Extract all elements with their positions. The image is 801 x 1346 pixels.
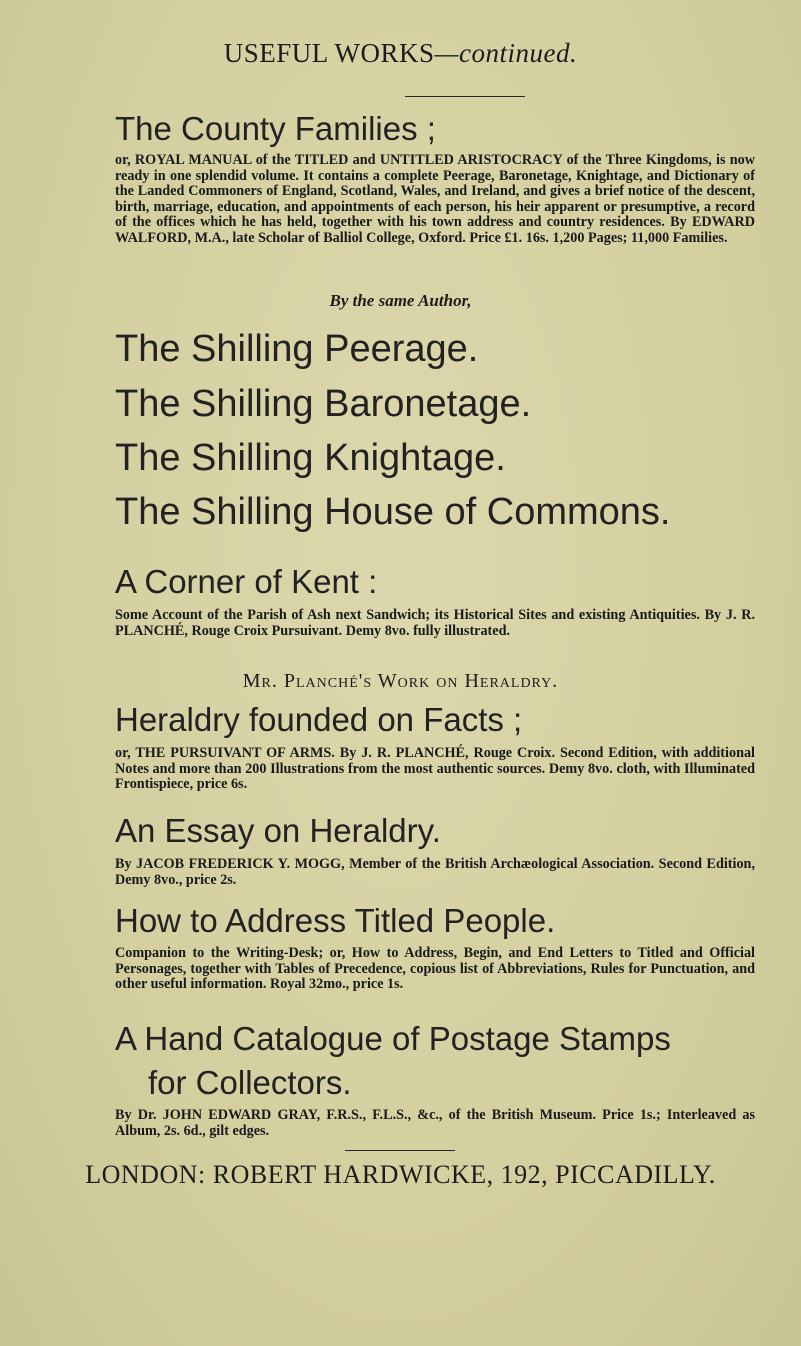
desc-county-families: or, ROYAL MANUAL of the TITLED and UNTITLED ARISTOCRACY of the Three Kingdoms, is now ready in one splendid volume. It contains a complete Peerage, Baronetage, Knightage, and Dictionary of the Landed Commoners of England, Scotland, Wales, and Ireland, and gives a brief notice of the descent, birth, marriage, education, and appointments of each person, his heir apparent or presumptive, a record of the offices which he has held, together with his town address and country residences. By EDWARD WALFORD, M.A., late Scholar of Balliol College, Oxford. Price £1. 16s. 1,200 Pages; 11,000 Families. [115, 152, 755, 246]
title-corner-of-kent: A Corner of Kent : [115, 563, 378, 600]
title-hand-catalogue-line1: A Hand Catalogue of Postage Stamps [115, 1020, 671, 1057]
byline-same-author: By the same Author, [329, 291, 472, 310]
section-heading-heraldry: Mr. Planché's Work on Heraldry. [242, 670, 559, 692]
header-continued: —continued. [434, 38, 578, 68]
desc-hand-catalogue: By Dr. JOHN EDWARD GRAY, F.R.S., F.L.S., &c., of the British Museum. Price 1s.; Interleaved as Album, 2s. 6d., gilt edges. [115, 1107, 755, 1139]
title-shilling-peerage: The Shilling Peerage. [115, 328, 479, 370]
header-title: USEFUL WORKS [223, 38, 435, 68]
desc-essay-on-heraldry: By JACOB FREDERICK Y. MOGG, Member of the British Archæological Association. Second Edition, Demy 8vo., price 2s. [115, 856, 755, 888]
title-essay-on-heraldry: An Essay on Heraldry. [115, 812, 441, 849]
header-rule [405, 96, 525, 97]
publisher-imprint: LONDON: ROBERT HARDWICKE, 192, PICCADILLY. [85, 1160, 716, 1189]
title-shilling-house-of-commons: The Shilling House of Commons. [115, 491, 671, 533]
title-hand-catalogue-line2: for Collectors. [148, 1064, 352, 1101]
title-heraldry-founded-on-facts: Heraldry founded on Facts ; [115, 701, 523, 738]
title-shilling-baronetage: The Shilling Baronetage. [115, 383, 532, 425]
page-header [0, 38, 801, 69]
desc-heraldry-founded-on-facts: or, THE PURSUIVANT OF ARMS. By J. R. PLANCHÉ, Rouge Croix. Second Edition, with additional Notes and more than 200 Illustrations from the most authentic sources. Demy 8vo. cloth, with Illuminated Frontispiece, price 6s. [115, 745, 755, 793]
desc-corner-of-kent: Some Account of the Parish of Ash next Sandwich; its Historical Sites and existing Antiquities. By J. R. PLANCHÉ, Rouge Croix Pursuivant. Demy 8vo. fully illustrated. [115, 607, 755, 639]
desc-how-to-address: Companion to the Writing-Desk; or, How to Address, Begin, and End Letters to Titled and Official Personages, together with Tables of Precedence, copious list of Abbreviations, Rules for Punctuation, and other useful information. Royal 32mo., price 1s. [115, 945, 755, 993]
title-shilling-knightage: The Shilling Knightage. [115, 437, 506, 479]
footer-rule [345, 1150, 455, 1151]
title-county-families: The County Families ; [115, 110, 436, 147]
title-how-to-address: How to Address Titled People. [115, 902, 556, 939]
